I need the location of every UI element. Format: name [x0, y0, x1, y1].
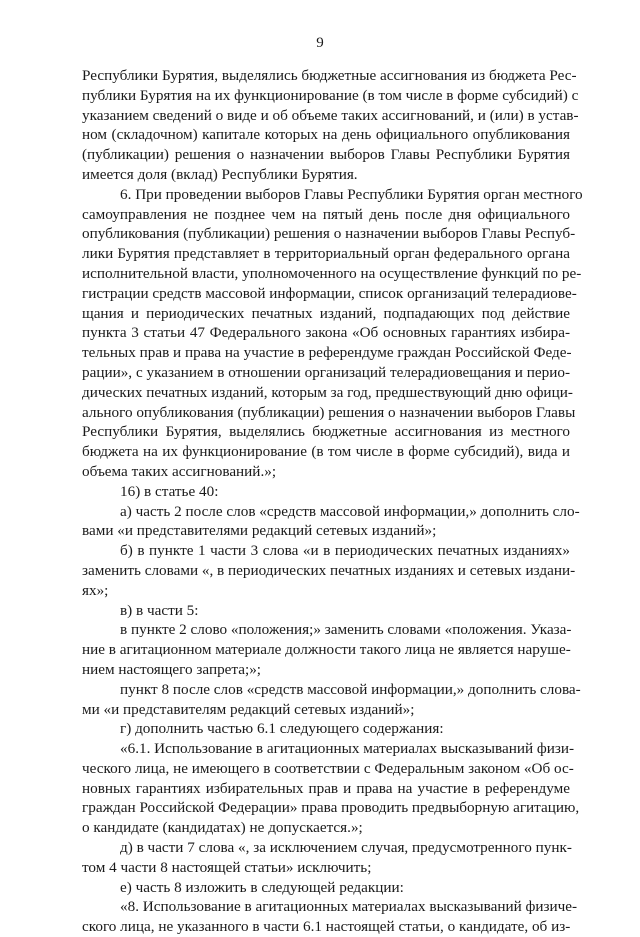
text-line: самоуправления не позднее чем на пятый день после дня официального: [82, 205, 570, 223]
text-line: г) дополнить частью 6.1 следующего содержания:: [120, 720, 444, 738]
text-line: имеется доля (вклад) Республики Бурятия.: [82, 165, 358, 183]
text-line: пункт 8 после слов «средств массовой информации,» дополнить слова-: [120, 680, 581, 698]
text-line: гистрации средств массовой информации, список организаций телерадиове-: [82, 284, 577, 302]
text-line: щания и периодических печатных изданий, подпадающих под действие: [82, 304, 570, 322]
text-line: пункта 3 статьи 47 Федерального закона «Об основных гарантиях избира-: [82, 324, 570, 342]
text-line: ях»;: [82, 581, 109, 599]
text-line: о кандидате (кандидатах) не допускается.»;: [82, 819, 363, 837]
document-body: [82, 66, 583, 937]
text-line: граждан Российской Федерации» права проводить предвыборную агитацию,: [82, 799, 580, 817]
text-line: ческого лица, не имеющего в соответствии с Федеральным законом «Об ос-: [82, 759, 574, 777]
text-line: в) в части 5:: [120, 601, 199, 619]
text-line: рации», с указанием в отношении организаций телерадиовещания и перио-: [82, 363, 570, 381]
text-line: ном (складочном) капитале которых на день официального опубликования: [82, 126, 570, 144]
text-line: публики Бурятия на их функционирование (в том числе в форме субсидий) с: [82, 86, 579, 104]
text-line: дических печатных изданий, которым за год, предшествующий дню офици-: [82, 383, 573, 401]
text-line: д) в части 7 слова «, за исключением случая, предусмотренного пунк-: [120, 839, 572, 857]
text-line: опубликования (публикации) решения о назначении выборов Главы Респуб-: [82, 225, 576, 243]
text-line: 16) в статье 40:: [120, 482, 219, 500]
page-number: 9: [316, 35, 324, 51]
text-line: ние в агитационном материале должности такого лица не является наруше-: [82, 641, 571, 659]
text-line: тельных прав и права на участие в референдуме граждан Российской Феде-: [82, 344, 572, 362]
text-line: Республики Бурятия, выделялись бюджетные ассигнования из бюджета Рес-: [82, 67, 577, 84]
text-line: е) часть 8 изложить в следующей редакции:: [120, 878, 404, 896]
text-line: б) в пункте 1 части 3 слова «и в периодических печатных изданиях»: [120, 542, 570, 560]
text-line: том 4 части 8 настоящей статьи» исключить;: [82, 858, 372, 876]
text-line: в пункте 2 слово «положения;» заменить словами «положения. Указа-: [120, 621, 572, 639]
text-line: Республики Бурятия, выделялись бюджетные ассигнования из местного: [82, 423, 570, 441]
text-line: (публикации) решения о назначении выборов Главы Республики Бурятия: [82, 146, 570, 164]
text-line: объема таких ассигнований.»;: [82, 462, 277, 480]
text-line: указанием сведений о виде и об объеме таких ассигнований, и (или) в устав-: [82, 106, 579, 124]
text-line: ского лица, не указанного в части 6.1 настоящей статьи, о кандидате, об из-: [82, 918, 571, 936]
text-line: нием настоящего запрета;»;: [82, 660, 262, 678]
text-line: новных гарантиях избирательных прав и права на участие в референдуме: [82, 779, 570, 797]
text-line: ми «и представителям редакций сетевых изданий»;: [82, 700, 415, 718]
text-line: ального опубликования (публикации) решения о назначении выборов Главы: [82, 403, 576, 421]
text-line: вами «и представителями редакций сетевых изданий»;: [82, 522, 437, 540]
text-line: «6.1. Использование в агитационных материалах высказываний физи-: [120, 740, 575, 758]
text-line: лики Бурятия представляет в территориальный орган федерального органа: [82, 245, 570, 263]
text-line: исполнительной власти, уполномоченного на осуществление функций по ре-: [82, 264, 582, 282]
text-line: бюджета на их функционирование (в том числе в форме субсидий), вида и: [82, 443, 570, 461]
text-line: а) часть 2 после слов «средств массовой информации,» дополнить сло-: [120, 502, 580, 520]
text-line: заменить словами «, в периодических печатных изданиях и сетевых издани-: [82, 561, 576, 579]
text-line: 6. При проведении выборов Главы Республики Бурятия орган местного: [120, 185, 583, 203]
text-line: «8. Использование в агитационных материалах высказываний физиче-: [120, 898, 578, 916]
